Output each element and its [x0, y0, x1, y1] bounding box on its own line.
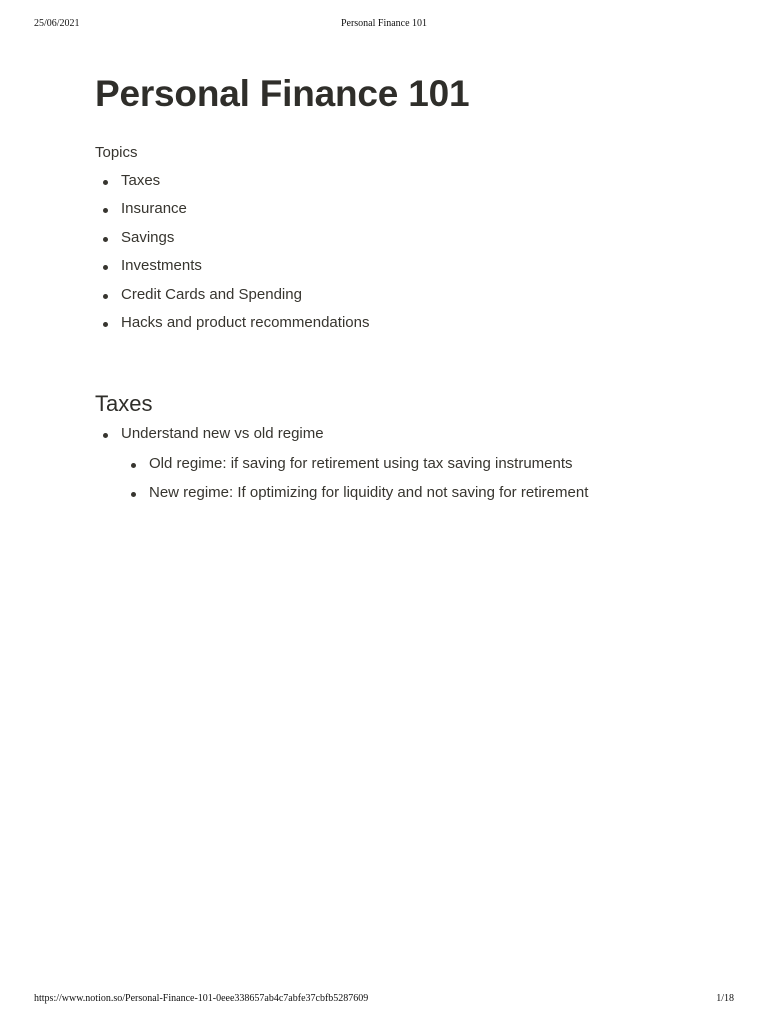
topic-text: Insurance [121, 200, 187, 218]
list-item [95, 285, 695, 313]
topic-text: Hacks and product recommendations [121, 313, 370, 331]
bullet-icon [103, 237, 108, 242]
list-item [95, 313, 695, 341]
bullet-icon [103, 265, 108, 270]
print-url: https://www.notion.so/Personal-Finance-101-0eee338657ab4c7abfe37cbfb5287609 [34, 993, 369, 1004]
bullet-icon [131, 463, 136, 468]
print-footer [34, 993, 734, 1004]
print-header-title: Personal Finance 101 [340, 18, 428, 29]
sub-item-text: New regime: If optimizing for liquidity and not saving for retirement [149, 484, 589, 502]
bullet-icon [103, 433, 108, 438]
taxes-item-text: Understand new vs old regime [121, 425, 324, 443]
bullet-icon [103, 208, 108, 213]
topic-text: Savings [121, 228, 175, 246]
list-item [95, 228, 695, 256]
sub-list-item [121, 454, 695, 483]
topic-text: Credit Cards and Spending [121, 285, 302, 303]
taxes-list [95, 424, 695, 512]
bullet-icon [103, 294, 108, 299]
list-item [95, 171, 695, 199]
list-item [95, 424, 695, 512]
topic-text: Taxes [121, 172, 161, 189]
print-page-number: 1/18 [716, 993, 734, 1004]
print-header [34, 18, 734, 29]
section-heading-taxes: Taxes [95, 391, 153, 417]
print-date: 25/06/2021 [34, 18, 80, 29]
topics-list [95, 171, 695, 341]
list-item [95, 199, 695, 227]
sub-item-text: Old regime: if saving for retirement using tax saving instruments [149, 455, 573, 473]
topics-label: Topics [95, 144, 138, 161]
sub-list-item [121, 483, 695, 512]
topic-text: Investments [121, 257, 202, 275]
bullet-icon [131, 492, 136, 497]
bullet-icon [103, 180, 108, 185]
page-content [95, 70, 695, 512]
list-item [95, 256, 695, 284]
taxes-sub-list [121, 454, 695, 512]
bullet-icon [103, 322, 108, 327]
page-title: Personal Finance 101 [95, 73, 470, 114]
